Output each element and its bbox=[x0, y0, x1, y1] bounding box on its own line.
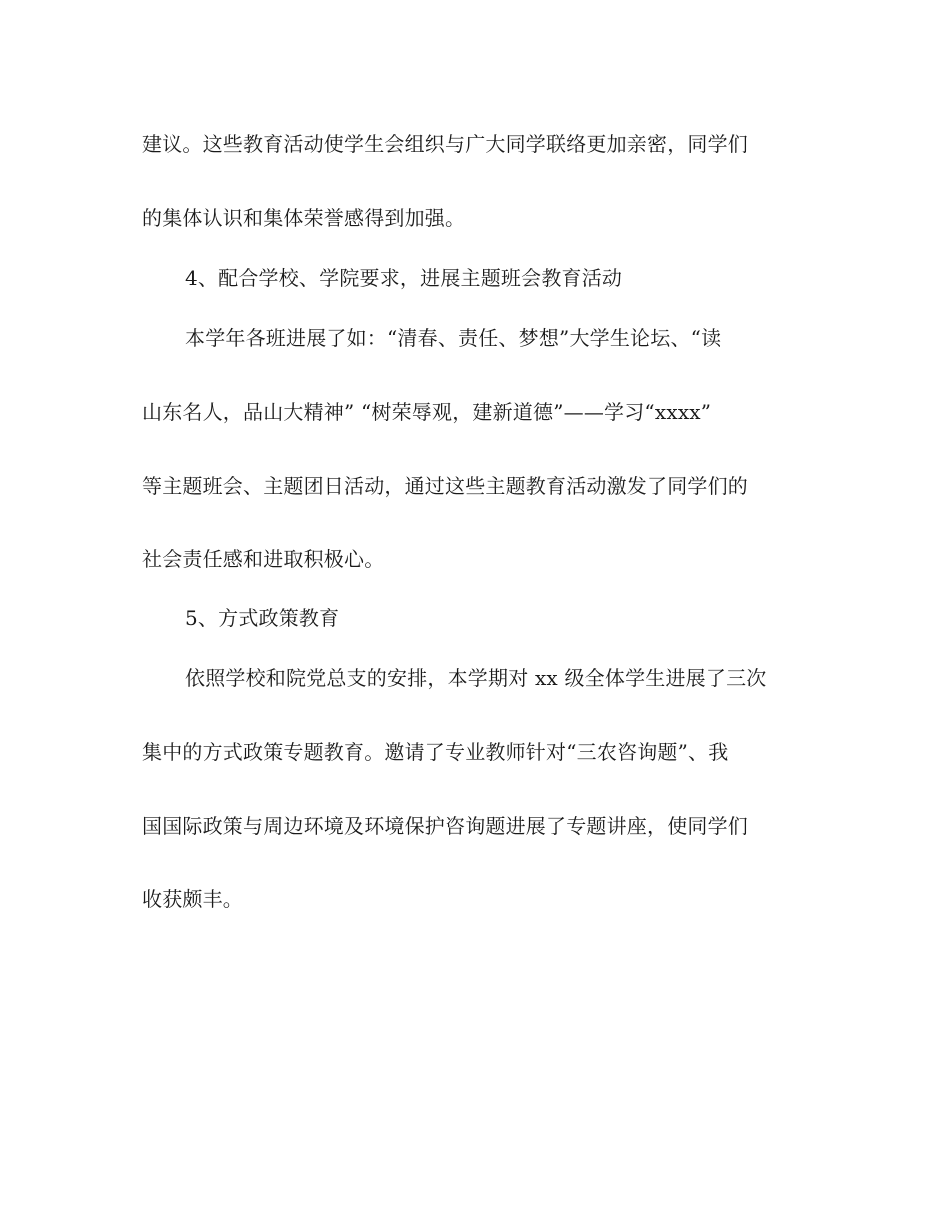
paragraph-line: 收获颇丰。 bbox=[142, 887, 243, 911]
paragraph-line: 等主题班会、主题团日活动，通过这些主题教育活动激发了同学们的 bbox=[142, 474, 748, 498]
paragraph-line: 集中的方式政策专题教育。邀请了专业教师针对“三农咨询题”、我 bbox=[142, 740, 729, 764]
paragraph-line: 国国际政策与周边环境及环境保护咨询题进展了专题讲座，使同学们 bbox=[142, 814, 748, 838]
paragraph-line: 的集体认识和集体荣誉感得到加强。 bbox=[142, 206, 466, 230]
paragraph-line: 依照学校和院党总支的安排，本学期对 xx 级全体学生进展了三次 bbox=[185, 666, 767, 690]
paragraph-line: 社会责任感和进取积极心。 bbox=[142, 547, 385, 571]
section-heading: 4、配合学校、学院要求，进展主题班会教育活动 bbox=[185, 266, 623, 290]
paragraph-line: 山东名人，品山大精神” “树荣辱观，建新道德”——学习“xxxx” bbox=[142, 400, 712, 424]
paragraph-line: 建议。这些教育活动使学生会组织与广大同学联络更加亲密，同学们 bbox=[142, 132, 748, 156]
paragraph-line: 本学年各班进展了如：“清春、责任、梦想”大学生论坛、“读 bbox=[185, 326, 722, 350]
section-heading: 5、方式政策教育 bbox=[185, 606, 340, 630]
